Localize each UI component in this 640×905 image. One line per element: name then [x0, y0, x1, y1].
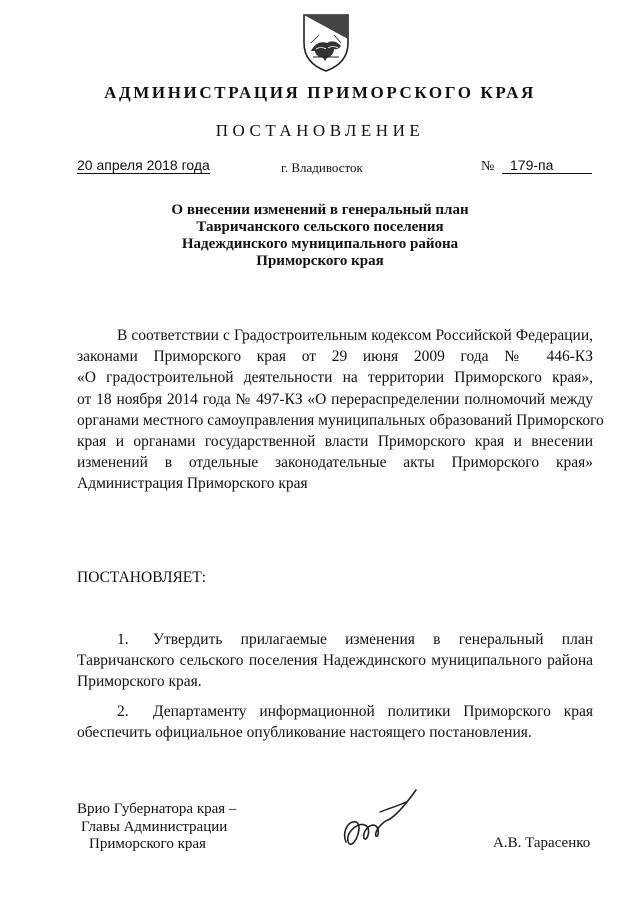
preamble-line: В соответствии с Градостроительным кодексом Российской Федерации, — [117, 327, 593, 344]
resolution-item-2 — [77, 701, 593, 743]
primorsky-krai-coat-of-arms-icon — [301, 13, 351, 73]
document-heading — [0, 202, 640, 270]
preamble-line: органами местного самоуправления муниципальных образований Приморского — [77, 411, 604, 429]
signatory-position — [77, 801, 236, 854]
preamble-line: от 18 ноября 2014 года № 497-КЗ «О перераспределении полномочий между — [77, 390, 593, 408]
heading-line: Приморского края — [256, 253, 384, 269]
item-line: Департаменту информационной политики Приморского края — [153, 703, 593, 720]
resolves-word: ПОСТАНОВЛЯЕТ: — [77, 569, 207, 586]
document-city: г. Владивосток — [281, 160, 363, 175]
item-line: Приморского края. — [77, 673, 202, 691]
item-number: 1. — [117, 631, 129, 648]
item-line: Тавричанского сельского поселения Надеждинского муниципального района — [77, 652, 593, 670]
document-date: 20 апреля 2018 года — [77, 157, 210, 173]
preamble-line: изменений в отдельные законодательные акты Приморского края» — [77, 454, 593, 472]
position-line: Главы Администрации — [81, 818, 228, 835]
heading-line: Надеждинского муниципального района — [181, 236, 459, 252]
heading-line: Тавричанского сельского поселения — [196, 219, 444, 235]
signatory-name: А.В. Тарасенко — [493, 835, 591, 851]
preamble-line: Администрация Приморского края — [77, 475, 308, 493]
document-number: 179-па — [510, 157, 554, 173]
heading-line: О внесении изменений в генеральный план — [171, 202, 469, 218]
item-number: 2. — [117, 703, 129, 720]
document-type: ПОСТАНОВЛЕНИЕ — [215, 121, 425, 140]
preamble-line: «О градостроительной деятельности на территории Приморского края», — [77, 369, 593, 387]
preamble-line: края и органами государственной власти Приморского края и внесении — [77, 432, 593, 450]
preamble-line: законами Приморского края от 29 июня 2009 года № 446-КЗ — [77, 348, 593, 366]
item-line: Утвердить прилагаемые изменения в генеральный план — [153, 631, 593, 648]
item-line: обеспечить официальное опубликование настоящего постановления. — [77, 724, 532, 742]
handwritten-signature — [336, 782, 428, 856]
administration-title: АДМИНИСТРАЦИЯ ПРИМОРСКОГО КРАЯ — [104, 83, 536, 102]
number-sign: № — [481, 159, 495, 174]
preamble-paragraph — [77, 325, 604, 495]
position-line: Врио Губернатора края – — [77, 801, 237, 817]
position-line: Приморского края — [89, 836, 206, 852]
resolution-item-1 — [77, 629, 593, 693]
document-number-field — [502, 157, 592, 174]
